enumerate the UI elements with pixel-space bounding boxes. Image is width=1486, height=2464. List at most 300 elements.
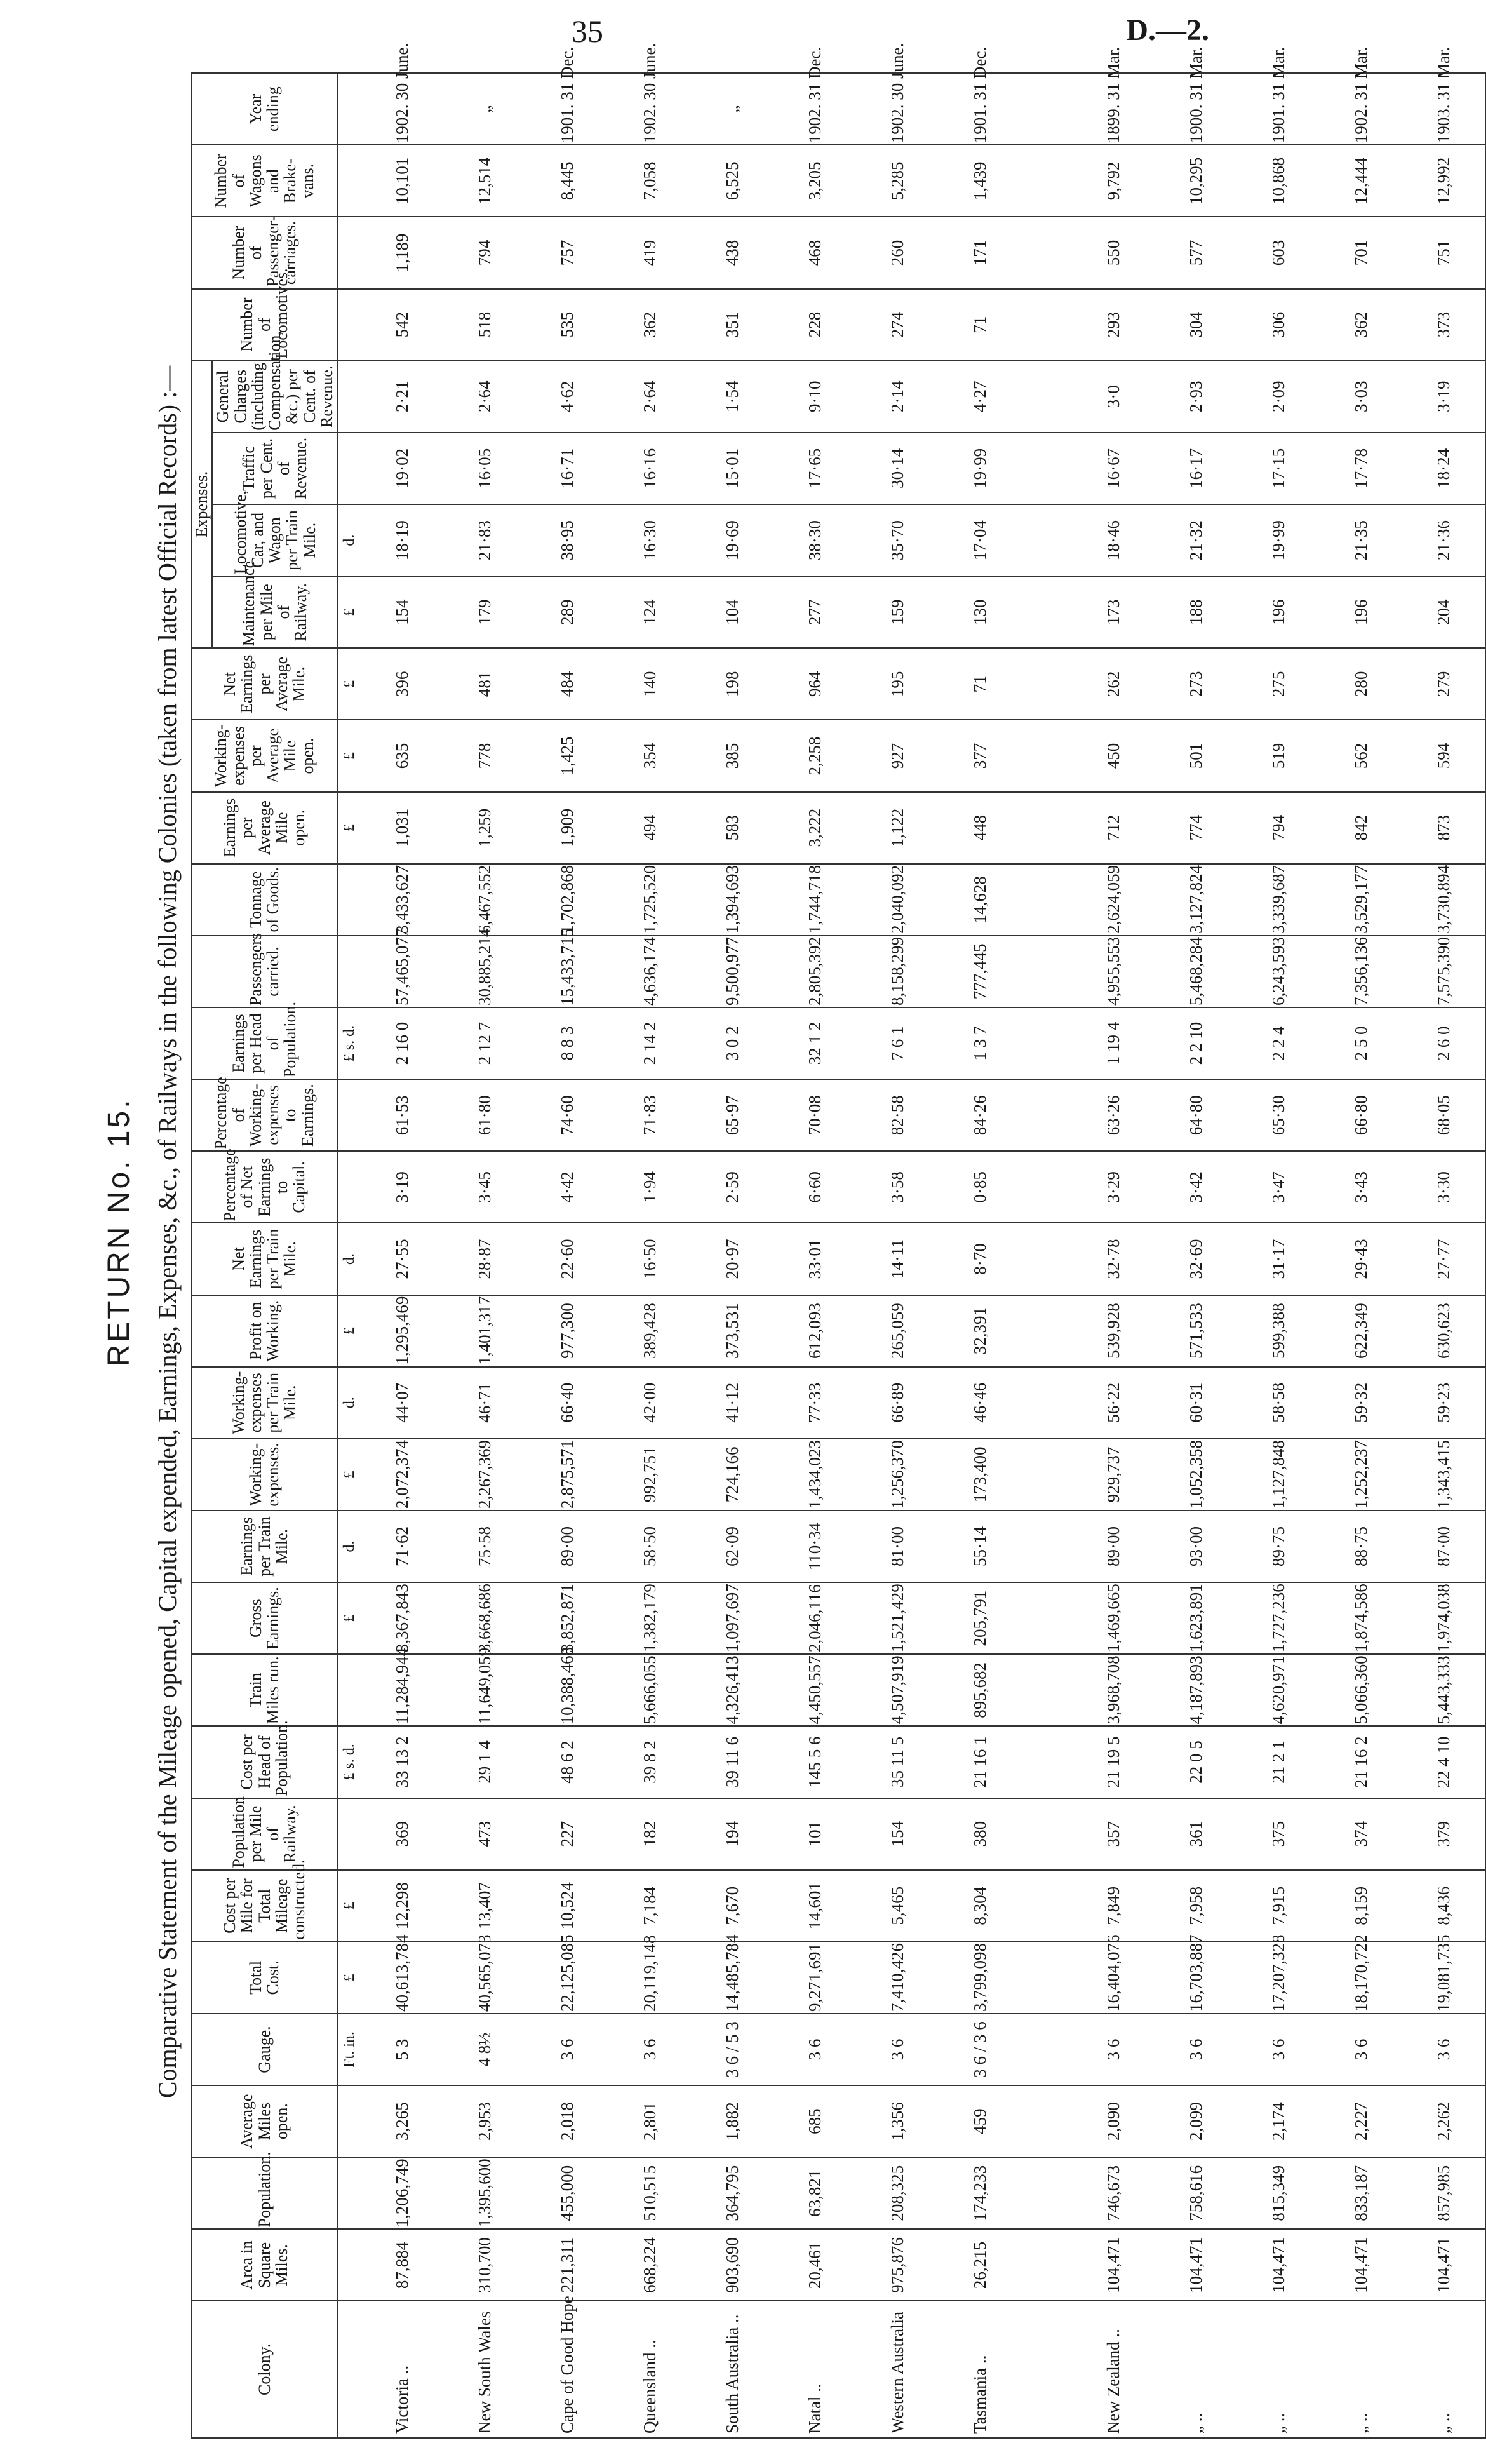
cell-wagons: 9,792 [1072,145,1155,217]
cell-pct-we-earnings: 70·08 [773,1079,856,1151]
cell-locomotives: 306 [1237,289,1320,361]
unit-maintenance: £ [337,576,361,648]
cell-we-per-avg-mile: 354 [608,720,691,791]
cell-population: 510,515 [608,2157,691,2229]
cell-profit: 1,401,317 [443,1295,526,1367]
cell-population: 1,395,600 [443,2157,526,2229]
table-row [443,73,526,2438]
cell-loco-car-wagon: 21·36 [1402,504,1485,576]
cell-population: 746,673 [1072,2157,1155,2229]
cell-net-per-avg-mile: 262 [1072,648,1155,720]
cell-net-per-avg-mile: 280 [1320,648,1402,720]
cell-working-expenses: 2,267,369 [443,1439,526,1511]
cell-avg-miles: 2,090 [1072,2085,1155,2157]
header-tonnage: Tonnage of Goods. [191,864,337,936]
cell-earnings-per-avg-mile: 1,031 [361,792,443,864]
unit-carriages [337,217,361,288]
cell-working-expenses: 992,751 [608,1439,691,1511]
cell-gross-earnings: 1,097,697 [691,1582,773,1654]
cell-working-expenses: 1,343,415 [1402,1439,1485,1511]
cell-gauge: 3 6 [1072,2014,1155,2085]
cell-locomotives: 362 [608,289,691,361]
cell-loco-car-wagon: 18·19 [361,504,443,576]
cell-net-per-avg-mile: 396 [361,648,443,720]
cell-population: 758,616 [1155,2157,1237,2229]
cell-pop-per-mile: 374 [1320,1798,1402,1870]
cell-net-per-train-mile: 8·70 [939,1223,1021,1295]
cell-net-per-train-mile: 33·01 [773,1223,856,1295]
header-loco-car-wagon: Locomotive, Car, and Wagon per Train Mile. [212,504,337,576]
cell-loco-car-wagon: 19·99 [1237,504,1320,576]
cell-we-per-train-mile: 46·46 [939,1367,1021,1439]
cell-gross-earnings: 2,046,116 [773,1582,856,1654]
cell-total-cost: 9,271,691 [773,1942,856,2014]
cell-traffic-pct: 17·78 [1320,433,1402,504]
gap-cell [1021,1151,1072,1223]
cell-train-miles: 4,450,557 [773,1654,856,1726]
cell-general-charges: 2·09 [1237,361,1320,433]
cell-we-per-train-mile: 41·12 [691,1367,773,1439]
cell-maintenance: 159 [856,576,939,648]
cell-we-per-avg-mile: 927 [856,720,939,791]
cell-population: 455,000 [526,2157,608,2229]
table-row [773,73,856,2438]
cell-locomotives: 351 [691,289,773,361]
cell-locomotives: 362 [1320,289,1402,361]
cell-earnings-per-train-mile: 81·00 [856,1511,939,1582]
cell-passengers: 777,445 [939,936,1021,1007]
cell-pop-per-mile: 101 [773,1798,856,1870]
cell-pop-per-mile: 375 [1237,1798,1320,1870]
table-row [1402,73,1485,2438]
cell-earnings-per-head: 2 16 0 [361,1007,443,1079]
cell-maintenance: 289 [526,576,608,648]
cell-earnings-per-avg-mile: 1,909 [526,792,608,864]
cell-pop-per-mile: 379 [1402,1798,1485,1870]
cell-earnings-per-train-mile: 89·00 [1072,1511,1155,1582]
cell-traffic-pct: 19·02 [361,433,443,504]
cell-general-charges: 9·10 [773,361,856,433]
cell-train-miles: 895,682 [939,1654,1021,1726]
unit-pct-we-earnings [337,1079,361,1151]
unit-train-miles [337,1654,361,1726]
cell-general-charges: 2·93 [1155,361,1237,433]
cell-loco-car-wagon: 21·83 [443,504,526,576]
cell-earnings-per-avg-mile: 448 [939,792,1021,864]
header-we-per-avg-mile: Working-expenses per Average Mile open. [191,720,337,791]
gap-cell [1021,1582,1072,1654]
gap-cell [1021,2014,1072,2085]
cell-earnings-per-head: 2 14 2 [608,1007,691,1079]
unit-cost-per-mile: £ [337,1870,361,1942]
cell-year-ending: 1901. 31 Dec. [526,73,608,145]
cell-avg-miles: 2,227 [1320,2085,1402,2157]
cell-wagons: 5,285 [856,145,939,217]
cell-wagons: 10,101 [361,145,443,217]
cell-pct-we-earnings: 82·58 [856,1079,939,1151]
cell-we-per-avg-mile: 450 [1072,720,1155,791]
cell-year-ending: 1902. 30 June. [856,73,939,145]
cell-area: 104,471 [1320,2229,1402,2301]
cell-we-per-train-mile: 44·07 [361,1367,443,1439]
cell-cost-per-head: 29 1 4 [443,1726,526,1798]
cell-gross-earnings: 1,727,236 [1237,1582,1320,1654]
cell-traffic-pct: 16·67 [1072,433,1155,504]
table-row [691,73,773,2438]
header-working-expenses: Working-expenses. [191,1439,337,1511]
cell-passengers: 2,805,392 [773,936,856,1007]
cell-working-expenses: 1,127,848 [1237,1439,1320,1511]
cell-pct-net-capital: 3·58 [856,1151,939,1223]
header-profit: Profit on Working. [191,1295,337,1367]
cell-passengers: 8,158,299 [856,936,939,1007]
cell-earnings-per-avg-mile: 1,259 [443,792,526,864]
cell-colony: „ .. [1155,2301,1237,2439]
cell-gross-earnings: 1,382,179 [608,1582,691,1654]
cell-cost-per-mile: 13,407 [443,1870,526,1942]
cell-tonnage: 2,040,092 [856,864,939,936]
cell-cost-per-head: 21 16 2 [1320,1726,1402,1798]
gap-cell [1021,1942,1072,2014]
cell-net-per-avg-mile: 275 [1237,648,1320,720]
cell-avg-miles: 2,099 [1155,2085,1237,2157]
units-row [337,73,361,2438]
gap-cell [1021,576,1072,648]
cell-general-charges: 3·0 [1072,361,1155,433]
cell-gross-earnings: 1,521,429 [856,1582,939,1654]
cell-we-per-avg-mile: 778 [443,720,526,791]
cell-passengers: 30,885,214 [443,936,526,1007]
cell-gross-earnings: 3,668,686 [443,1582,526,1654]
cell-we-per-avg-mile: 519 [1237,720,1320,791]
cell-we-per-avg-mile: 594 [1402,720,1485,791]
cell-area: 310,700 [443,2229,526,2301]
table-subtitle: Comparative Statement of the Mileage opened, Capital expended, Earnings, Expenses, &c., of Railways in the following Colonies (taken from latest Official Records) :— [153,365,182,2099]
unit-year-ending [337,73,361,145]
cell-pct-net-capital: 3·30 [1402,1151,1485,1223]
cell-pct-net-capital: 3·45 [443,1151,526,1223]
cell-cost-per-mile: 8,159 [1320,1870,1402,1942]
cell-gauge: 3 6 [1402,2014,1485,2085]
cell-traffic-pct: 16·05 [443,433,526,504]
cell-tonnage: 3,529,177 [1320,864,1402,936]
cell-we-per-avg-mile: 1,425 [526,720,608,791]
cell-colony: Western Australia [856,2301,939,2439]
cell-earnings-per-avg-mile: 774 [1155,792,1237,864]
cell-net-per-train-mile: 16·50 [608,1223,691,1295]
header-cost-per-mile: Cost per Mile for Total Mileage constructed. [191,1870,337,1942]
cell-area: 104,471 [1402,2229,1485,2301]
cell-profit: 571,533 [1155,1295,1237,1367]
cell-passengers: 5,468,284 [1155,936,1237,1007]
cell-gauge: 3 6 [856,2014,939,2085]
unit-we-per-train-mile: d. [337,1367,361,1439]
cell-pct-net-capital: 6·60 [773,1151,856,1223]
cell-general-charges: 2·64 [443,361,526,433]
cell-total-cost: 40,565,073 [443,1942,526,2014]
cell-cost-per-head: 48 6 2 [526,1726,608,1798]
cell-year-ending: 1903. 31 Mar. [1402,73,1485,145]
cell-carriages: 603 [1237,217,1320,288]
cell-colony: Victoria .. [361,2301,443,2439]
unit-gauge: Ft. in. [337,2014,361,2085]
cell-traffic-pct: 18·24 [1402,433,1485,504]
cell-year-ending: 1902. 31 Mar. [1320,73,1402,145]
header-cost-per-head: Cost per Head of Population. [191,1726,337,1798]
cell-passengers: 4,955,553 [1072,936,1155,1007]
cell-year-ending: 1899. 31 Mar. [1072,73,1155,145]
cell-population: 208,325 [856,2157,939,2229]
cell-year-ending: 1901. 31 Dec. [939,73,1021,145]
cell-cost-per-head: 39 8 2 [608,1726,691,1798]
gap-cell [1021,1726,1072,1798]
cell-cost-per-head: 35 11 5 [856,1726,939,1798]
header-net-per-train-mile: Net Earnings per Train Mile. [191,1223,337,1295]
cell-tonnage: 3,339,687 [1237,864,1320,936]
table-row [939,73,1021,2438]
header-gross-earnings: Gross Earnings. [191,1582,337,1654]
cell-net-per-train-mile: 29·43 [1320,1223,1402,1295]
cell-gauge: 3 6 [526,2014,608,2085]
header-pct-we-earnings: Percentage of Working-expenses to Earnings. [191,1079,337,1151]
cell-area: 26,215 [939,2229,1021,2301]
cell-earnings-per-head: 2 12 7 [443,1007,526,1079]
page-number: 35 [572,13,603,49]
cell-we-per-avg-mile: 385 [691,720,773,791]
cell-loco-car-wagon: 38·30 [773,504,856,576]
cell-pct-net-capital: 3·42 [1155,1151,1237,1223]
cell-pop-per-mile: 182 [608,1798,691,1870]
cell-profit: 1,295,469 [361,1295,443,1367]
gap-cell [1021,1223,1072,1295]
cell-earnings-per-train-mile: 55·14 [939,1511,1021,1582]
gap-cell [1021,864,1072,936]
cell-maintenance: 124 [608,576,691,648]
cell-traffic-pct: 16·71 [526,433,608,504]
cell-wagons: 10,295 [1155,145,1237,217]
header-row-1 [191,73,212,2438]
cell-traffic-pct: 17·15 [1237,433,1320,504]
cell-total-cost: 40,613,784 [361,1942,443,2014]
header-colony: Colony. [191,2301,337,2439]
gap-cell [1021,73,1072,145]
cell-profit: 32,391 [939,1295,1021,1367]
cell-avg-miles: 685 [773,2085,856,2157]
cell-earnings-per-train-mile: 62·09 [691,1511,773,1582]
cell-working-expenses: 1,052,358 [1155,1439,1237,1511]
cell-population: 364,795 [691,2157,773,2229]
cell-loco-car-wagon: 38·95 [526,504,608,576]
cell-general-charges: 2·64 [608,361,691,433]
cell-locomotives: 228 [773,289,856,361]
cell-we-per-train-mile: 77·33 [773,1367,856,1439]
cell-wagons: 12,514 [443,145,526,217]
cell-cost-per-mile: 7,184 [608,1870,691,1942]
gap-cell [1021,504,1072,576]
cell-pop-per-mile: 227 [526,1798,608,1870]
cell-general-charges: 4·62 [526,361,608,433]
cell-tonnage: 6,467,552 [443,864,526,936]
document-reference: D.—2. [1126,13,1209,47]
cell-we-per-avg-mile: 377 [939,720,1021,791]
table-row [361,73,443,2438]
cell-area: 20,461 [773,2229,856,2301]
gap-cell [1021,217,1072,288]
unit-net-per-avg-mile: £ [337,648,361,720]
cell-we-per-train-mile: 42·00 [608,1367,691,1439]
table-row [856,73,939,2438]
unit-traffic-pct [337,433,361,504]
cell-maintenance: 130 [939,576,1021,648]
cell-net-per-avg-mile: 273 [1155,648,1237,720]
cell-working-expenses: 1,256,370 [856,1439,939,1511]
cell-gross-earnings: 1,623,891 [1155,1582,1237,1654]
cell-loco-car-wagon: 35·70 [856,504,939,576]
cell-cost-per-mile: 7,670 [691,1870,773,1942]
cell-cost-per-head: 21 16 1 [939,1726,1021,1798]
gap-cell [1021,2085,1072,2157]
cell-maintenance: 173 [1072,576,1155,648]
cell-wagons: 8,445 [526,145,608,217]
unit-general-charges [337,361,361,433]
cell-we-per-train-mile: 60·31 [1155,1367,1237,1439]
cell-earnings-per-head: 3 0 2 [691,1007,773,1079]
cell-general-charges: 3·19 [1402,361,1485,433]
cell-we-per-avg-mile: 2,258 [773,720,856,791]
cell-pct-net-capital: 2·59 [691,1151,773,1223]
cell-cost-per-head: 22 0 5 [1155,1726,1237,1798]
cell-pop-per-mile: 380 [939,1798,1021,1870]
cell-maintenance: 188 [1155,576,1237,648]
cell-net-per-train-mile: 31·17 [1237,1223,1320,1295]
cell-year-ending: „ [691,73,773,145]
cell-maintenance: 204 [1402,576,1485,648]
table-row [1320,73,1402,2438]
cell-working-expenses: 2,072,374 [361,1439,443,1511]
cell-locomotives: 304 [1155,289,1237,361]
cell-pct-net-capital: 3·47 [1237,1151,1320,1223]
cell-area: 221,311 [526,2229,608,2301]
cell-locomotives: 293 [1072,289,1155,361]
cell-general-charges: 3·03 [1320,361,1402,433]
cell-carriages: 757 [526,217,608,288]
cell-locomotives: 71 [939,289,1021,361]
cell-passengers: 9,500,977 [691,936,773,1007]
cell-gauge: 3 6 / 3 6 [939,2014,1021,2085]
gap-cell [1021,1654,1072,1726]
cell-train-miles: 5,066,360 [1320,1654,1402,1726]
cell-earnings-per-avg-mile: 842 [1320,792,1402,864]
table-row [1155,73,1237,2438]
cell-earnings-per-avg-mile: 583 [691,792,773,864]
unit-we-per-avg-mile: £ [337,720,361,791]
cell-working-expenses: 929,737 [1072,1439,1155,1511]
cell-pct-we-earnings: 65·97 [691,1079,773,1151]
cell-general-charges: 1·54 [691,361,773,433]
unit-pct-net-capital [337,1151,361,1223]
cell-pct-we-earnings: 68·05 [1402,1079,1485,1151]
cell-net-per-train-mile: 27·77 [1402,1223,1485,1295]
cell-maintenance: 196 [1320,576,1402,648]
cell-gross-earnings: 1,874,586 [1320,1582,1402,1654]
cell-traffic-pct: 16·16 [608,433,691,504]
gap-cell [1021,936,1072,1007]
cell-total-cost: 17,207,328 [1237,1942,1320,2014]
cell-we-per-avg-mile: 501 [1155,720,1237,791]
cell-earnings-per-train-mile: 87·00 [1402,1511,1485,1582]
unit-earnings-per-head: £ s. d. [337,1007,361,1079]
header-pct-net-capital: Percentage of Net Earnings to Capital. [191,1151,337,1223]
cell-traffic-pct: 19·99 [939,433,1021,504]
header-passengers: Passengers carried. [191,936,337,1007]
cell-cost-per-mile: 8,436 [1402,1870,1485,1942]
cell-profit: 539,928 [1072,1295,1155,1367]
cell-working-expenses: 1,252,237 [1320,1439,1402,1511]
cell-we-per-avg-mile: 562 [1320,720,1402,791]
cell-gauge: 3 6 [773,2014,856,2085]
cell-maintenance: 196 [1237,576,1320,648]
cell-traffic-pct: 30·14 [856,433,939,504]
unit-pop-per-mile [337,1798,361,1870]
unit-total-cost: £ [337,1942,361,2014]
header-general-charges: General Charges (including Compensation, &c.) per Cent. of Revenue. [212,361,337,433]
cell-net-per-avg-mile: 279 [1402,648,1485,720]
cell-net-per-avg-mile: 140 [608,648,691,720]
gap-cell [1021,2157,1072,2229]
cell-gross-earnings: 1,974,038 [1402,1582,1485,1654]
cell-we-per-train-mile: 59·23 [1402,1367,1485,1439]
cell-pct-we-earnings: 71·83 [608,1079,691,1151]
cell-train-miles: 5,443,333 [1402,1654,1485,1726]
cell-cost-per-mile: 7,915 [1237,1870,1320,1942]
cell-pct-we-earnings: 84·26 [939,1079,1021,1151]
cell-carriages: 419 [608,217,691,288]
cell-passengers: 15,433,715 [526,936,608,1007]
header-locomotives: Number of Locomotives. [191,289,337,361]
cell-train-miles: 3,968,708 [1072,1654,1155,1726]
cell-profit: 389,428 [608,1295,691,1367]
cell-earnings-per-train-mile: 89·00 [526,1511,608,1582]
cell-colony: Cape of Good Hope [526,2301,608,2439]
unit-passengers [337,936,361,1007]
cell-pct-we-earnings: 74·60 [526,1079,608,1151]
cell-avg-miles: 1,882 [691,2085,773,2157]
cell-earnings-per-head: 1 19 4 [1072,1007,1155,1079]
cell-cost-per-mile: 5,465 [856,1870,939,1942]
cell-pct-net-capital: 4·42 [526,1151,608,1223]
cell-pop-per-mile: 473 [443,1798,526,1870]
cell-gross-earnings: 3,852,871 [526,1582,608,1654]
cell-working-expenses: 2,875,571 [526,1439,608,1511]
table-row [608,73,691,2438]
cell-cost-per-head: 22 4 10 [1402,1726,1485,1798]
header-total-cost: Total Cost. [191,1942,337,2014]
cell-total-cost: 16,703,887 [1155,1942,1237,2014]
cell-avg-miles: 1,356 [856,2085,939,2157]
cell-net-per-train-mile: 14·11 [856,1223,939,1295]
cell-pct-net-capital: 1·94 [608,1151,691,1223]
gap-cell [1021,2229,1072,2301]
cell-earnings-per-head: 2 6 0 [1402,1007,1485,1079]
cell-locomotives: 535 [526,289,608,361]
cell-cost-per-mile: 14,601 [773,1870,856,1942]
cell-gross-earnings: 1,469,665 [1072,1582,1155,1654]
cell-loco-car-wagon: 21·35 [1320,504,1402,576]
cell-earnings-per-avg-mile: 712 [1072,792,1155,864]
cell-colony: Queensland .. [608,2301,691,2439]
cell-population: 857,985 [1402,2157,1485,2229]
gap-cell [1021,1079,1072,1151]
